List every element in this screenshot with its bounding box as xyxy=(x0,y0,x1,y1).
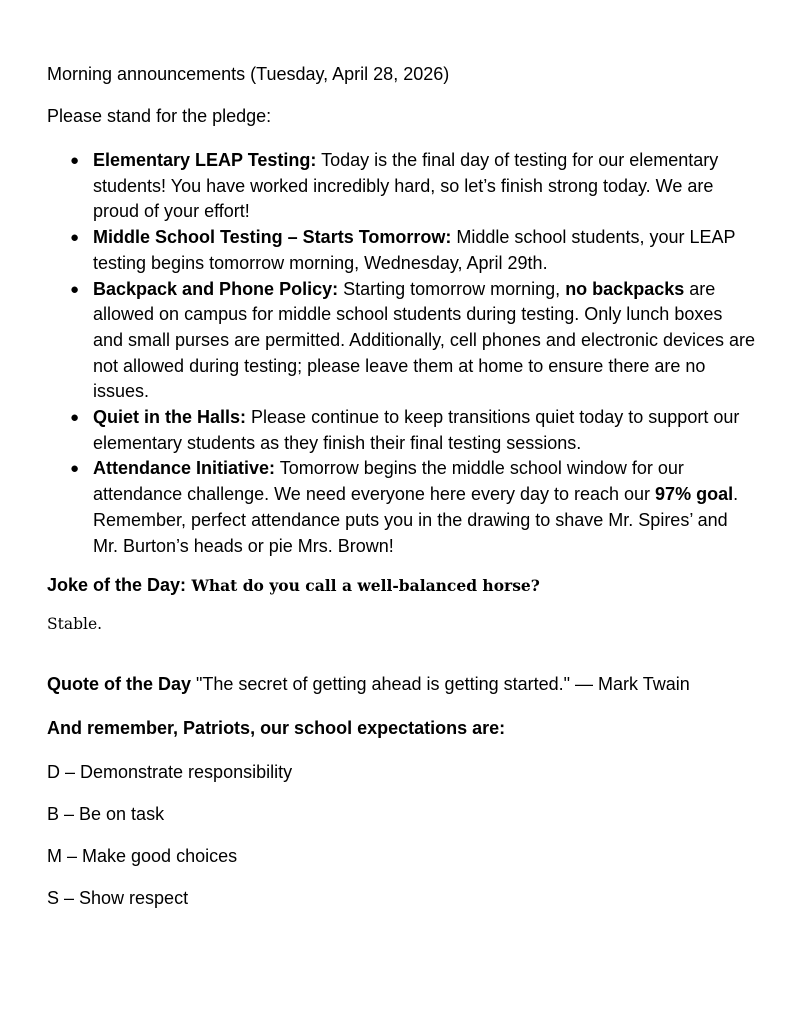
quote-line xyxy=(47,672,757,696)
item-label: Attendance Initiative: xyxy=(93,458,276,479)
joke-label: Joke of the Day: xyxy=(47,575,187,596)
bullet-icon: ● xyxy=(70,152,80,169)
expectation-item: S – Show respect xyxy=(47,888,189,909)
expectation-item: B – Be on task xyxy=(47,804,165,825)
item-label: Quiet in the Halls: xyxy=(93,407,247,428)
expectation-item: D – Demonstrate responsibility xyxy=(47,762,293,783)
joke-line xyxy=(47,573,757,598)
item-text: Today is the final day of testing for our elementary students! You have worked incredibly hard, so let’s finish strong today. We are proud of your effort! xyxy=(93,150,719,222)
bullet-icon: ● xyxy=(70,280,80,298)
item-label: Backpack and Phone Policy: xyxy=(93,278,339,299)
item-text: . Remember, perfect attendance puts you in the drawing to shave Mr. Spires’ and Mr. Burton’s heads or pie Mrs. Brown! xyxy=(93,484,739,556)
announcement-list xyxy=(47,148,757,559)
list-item xyxy=(70,148,757,225)
item-emphasis: 97% goal xyxy=(655,484,734,505)
expectation-item: M – Make good choices xyxy=(47,846,238,867)
item-label: Middle School Testing – Starts Tomorrow: xyxy=(93,227,452,248)
item-emphasis: no backpacks xyxy=(565,278,685,299)
bullet-icon: ● xyxy=(70,229,80,247)
expectations-heading-text: And remember, Patriots, our school expectations are: xyxy=(47,718,506,739)
item-text: Tomorrow begins the middle school window for our attendance challenge. We need everyone here every day to reach our xyxy=(93,458,684,505)
item-label: Elementary LEAP Testing: xyxy=(93,150,317,170)
joke-answer: Stable. xyxy=(47,615,103,634)
item-text: Please continue to keep transitions quiet today to support our elementary students as they finish their final testing sessions. xyxy=(93,407,740,453)
item-text: Middle school students, your LEAP testing begins tomorrow morning, Wednesday, April 29th. xyxy=(93,227,736,273)
list-item xyxy=(70,225,757,276)
item-text: Starting tomorrow morning, xyxy=(338,278,566,299)
bullet-icon: ● xyxy=(70,409,80,427)
list-item xyxy=(70,277,757,406)
pledge-line: Please stand for the pledge: xyxy=(47,106,272,126)
expectations-heading xyxy=(47,716,757,740)
list-item xyxy=(70,456,757,559)
joke-question: What do you call a well-balanced horse? xyxy=(186,576,540,596)
quote-text: "The secret of getting ahead is getting started." — Mark Twain xyxy=(191,674,690,695)
item-text: are allowed on campus for middle school students during testing. Only lunch boxes and small purses are permitted. Additionally, cell phones and electronic devices are not allowed during testing; please leave them at home to ensure there are no issues. xyxy=(93,278,756,402)
bullet-icon: ● xyxy=(70,460,80,478)
quote-label: Quote of the Day xyxy=(47,674,192,695)
list-item xyxy=(70,405,757,456)
announcements-document xyxy=(47,62,757,927)
page-title: Morning announcements (Tuesday, April 28, 2026) xyxy=(47,64,450,84)
